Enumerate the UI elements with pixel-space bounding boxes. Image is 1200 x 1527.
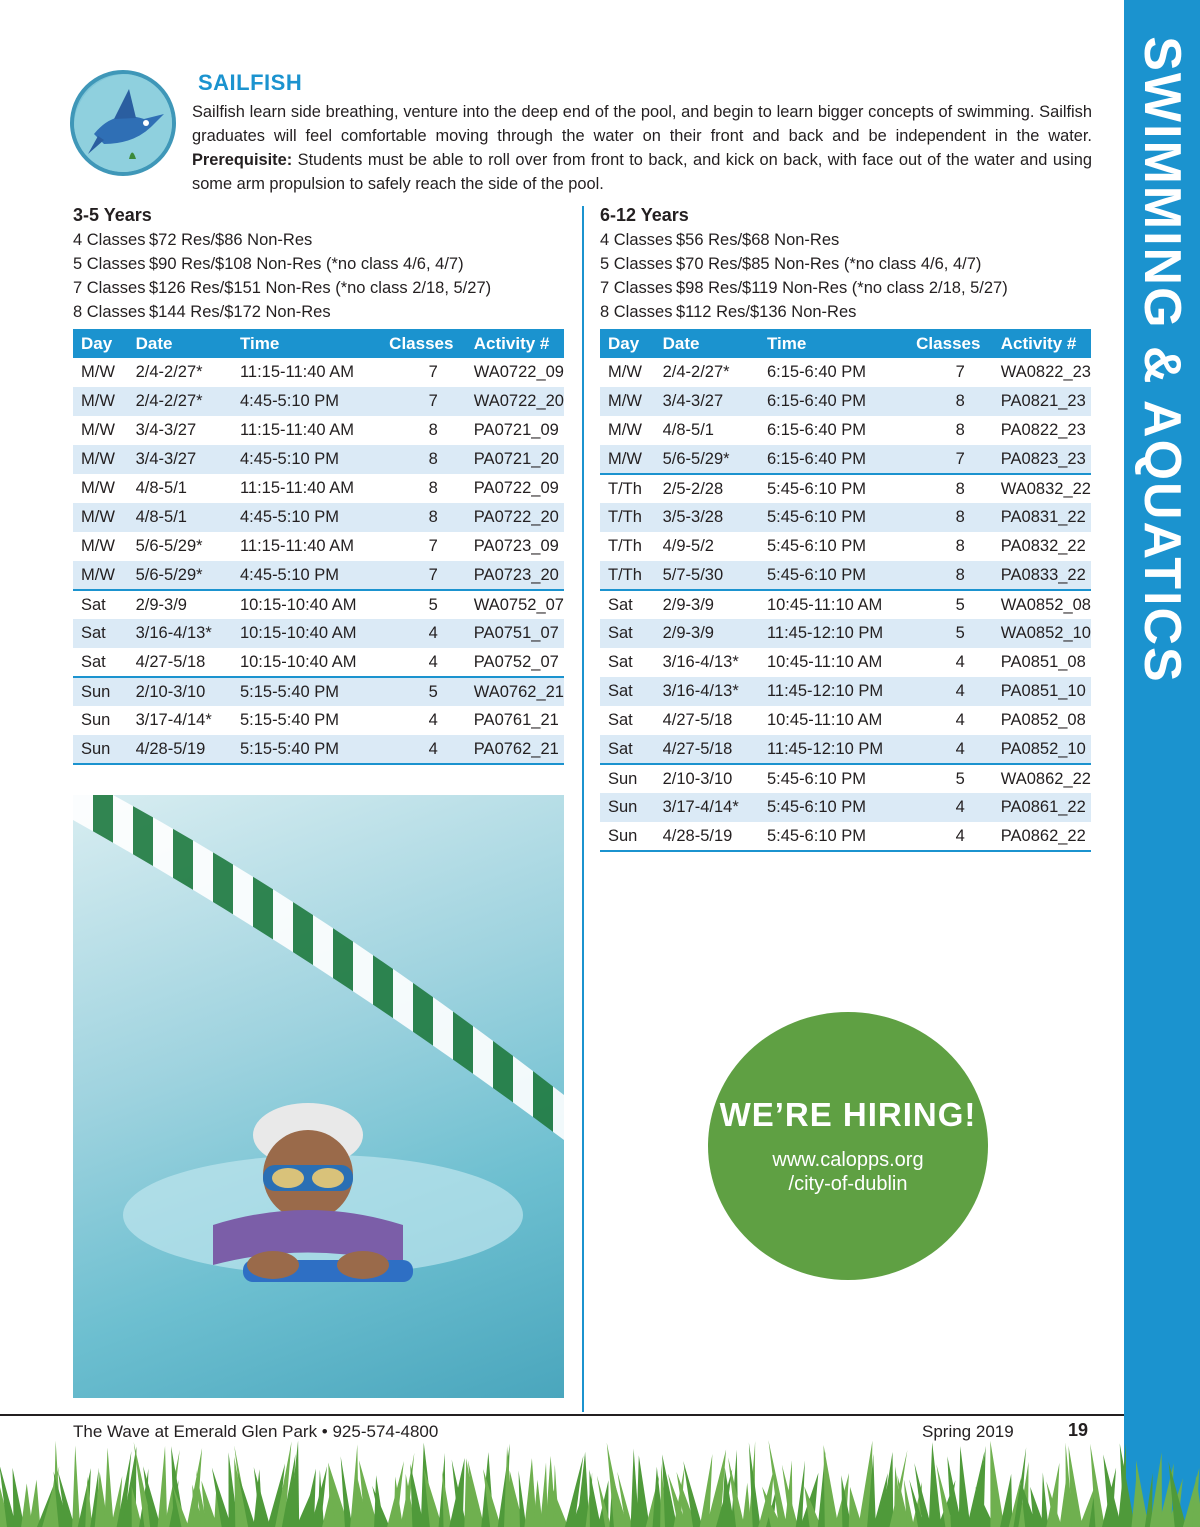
cell-date: 3/17-4/14* [135,711,212,729]
table-row [73,416,564,445]
cell-time: 5:15-5:40 PM [232,677,381,706]
cell-day: Sat [608,711,633,729]
cell-classes: 8 [908,474,993,503]
cell-time: 4:45-5:10 PM [232,387,381,416]
cell-date: 4/9-5/2 [662,537,714,555]
price-row [600,300,1008,324]
table-row [600,445,1091,474]
cell-date: 3/17-4/14* [655,793,759,822]
cell-activity: PA0751_07 [466,619,564,648]
cell-classes: 7 [955,363,965,381]
price-amount: $56 Res/$68 Non-Res [676,231,840,249]
cell-date: 4/8-5/1 [128,503,232,532]
table-row [600,735,1091,764]
cell-activity: WA0852_10 [993,619,1091,648]
cell-classes: 5 [381,677,466,706]
table-row [73,735,564,764]
table-row [600,793,1091,822]
table-row [73,677,564,706]
cell-activity: PA0852_08 [1000,711,1086,729]
cell-activity: PA0852_10 [993,735,1091,764]
cell-day: M/W [600,387,655,416]
cell-day: T/Th [600,503,655,532]
price-classes: 5 Classes [73,255,146,273]
cell-time: 5:15-5:40 PM [232,735,381,764]
table-row [600,590,1091,619]
cell-day: M/W [600,445,655,474]
cell-day: Sat [600,735,655,764]
cell-activity: PA0831_22 [993,503,1091,532]
cell-classes: 4 [908,735,993,764]
cell-date: 2/4-2/27* [128,387,232,416]
cell-day: Sun [600,822,655,851]
cell-activity: PA0862_22 [993,822,1091,851]
cell-date: 5/6-5/29* [135,537,203,555]
grass-decoration [0,1440,1200,1527]
cell-time: 4:45-5:10 PM [232,445,381,474]
cell-classes: 4 [955,711,965,729]
table-header-row [600,329,1091,358]
cell-classes: 8 [428,421,438,439]
cell-date: 5/7-5/30 [655,561,759,590]
table-row [600,619,1091,648]
side-title-wrap [1124,36,1200,684]
table-header-row [73,329,564,358]
table-row [600,358,1091,387]
swimmer-photo [73,795,564,1398]
cell-day: M/W [73,503,128,532]
sailfish-badge-icon [70,70,176,176]
cell-activity: PA0722_09 [473,479,559,497]
cell-day: Sat [600,677,655,706]
price-classes: 8 Classes [600,303,673,321]
cell-classes: 7 [908,445,993,474]
cell-time: 10:45-11:10 AM [766,653,883,671]
price-amount: $98 Res/$119 Non-Res (*no class 2/18, 5/27) [676,279,1008,297]
cell-classes: 4 [955,653,965,671]
table-row [600,822,1091,851]
table-row [600,677,1091,706]
cell-date: 4/27-5/18 [135,652,206,671]
table-row [73,648,564,677]
cell-activity: PA0861_22 [993,793,1091,822]
price-row [73,276,491,300]
price-row [73,300,491,324]
cell-activity: PA0822_23 [1000,421,1086,439]
price-amount: $90 Res/$108 Non-Res (*no class 4/6, 4/7) [149,255,464,273]
price-row [600,252,1008,276]
table-row [600,532,1091,561]
cell-day: Sat [73,619,128,648]
cell-date: 4/8-5/1 [135,479,187,497]
cell-time: 5:45-6:10 PM [766,537,867,555]
cell-date: 3/5-3/28 [655,503,759,532]
cell-time: 5:45-6:10 PM [759,561,908,590]
cell-date: 3/16-4/13* [662,653,739,671]
cell-time: 10:15-10:40 AM [232,619,381,648]
cell-date: 3/16-4/13* [655,677,759,706]
cell-time: 5:45-6:10 PM [759,764,908,793]
prerequisite-text: Students must be able to roll over from front to back, and kick on back, with face out of the water and using some arm propulsion to safely reach the side of the pool. [192,151,1092,193]
table-row [600,764,1091,793]
cell-time: 6:15-6:40 PM [766,363,867,381]
column-divider [582,206,584,1412]
age-group-3-5 [73,204,491,324]
price-classes: 7 Classes [600,279,673,297]
header-time: Time [232,329,381,358]
price-classes: 8 Classes [73,303,146,321]
cell-date: 2/9-3/9 [128,590,232,619]
cell-date: 3/4-3/27 [655,387,759,416]
age-group-6-12 [600,204,1008,324]
hiring-headline: WE’RE HIRING! [719,1096,977,1133]
table-row [600,416,1091,445]
cell-day: Sun [600,793,655,822]
cell-classes: 8 [381,503,466,532]
header-date: Date [655,329,759,358]
table-row [600,474,1091,503]
cell-classes: 5 [908,764,993,793]
cell-time: 6:15-6:40 PM [759,445,908,474]
cell-day: Sat [600,619,655,648]
price-row [73,228,491,252]
cell-date: 2/9-3/9 [655,590,759,619]
cell-day: M/W [73,387,128,416]
cell-day: Sun [600,764,655,793]
table-row [73,619,564,648]
footer-season: Spring 2019 [922,1422,1014,1441]
cell-date: 3/4-3/27 [128,445,232,474]
table-row [600,387,1091,416]
cell-time: 5:15-5:40 PM [239,711,340,729]
cell-time: 11:45-12:10 PM [759,735,908,764]
footer-rule [0,1414,1124,1416]
cell-time: 10:15-10:40 AM [239,652,357,671]
header-day: Day [73,329,128,358]
cell-day: T/Th [600,561,655,590]
cell-day: M/W [81,537,115,555]
cell-classes: 7 [381,387,466,416]
cell-classes: 5 [908,619,993,648]
cell-classes: 4 [908,793,993,822]
cell-classes: 7 [428,363,438,381]
table-row [73,503,564,532]
cell-time: 5:45-6:10 PM [759,474,908,503]
cell-classes: 7 [381,561,466,590]
cell-day: T/Th [600,474,655,503]
age-group-title: 6-12 Years [600,205,689,225]
table-row [73,532,564,561]
cell-date: 4/27-5/18 [662,711,733,729]
cell-day: M/W [73,445,128,474]
price-row [600,276,1008,300]
cell-time: 4:45-5:10 PM [232,503,381,532]
cell-classes: 4 [908,822,993,851]
cell-date: 3/4-3/27 [135,421,197,439]
cell-day: Sun [73,677,128,706]
cell-date: 5/6-5/29* [128,561,232,590]
cell-time: 11:15-11:40 AM [239,479,355,497]
cell-date: 2/5-2/28 [655,474,759,503]
cell-activity: WA0822_23 [1000,363,1091,381]
cell-date: 4/28-5/19 [655,822,759,851]
page-number: 19 [1068,1420,1089,1440]
cell-activity: PA0721_20 [466,445,564,474]
cell-classes: 4 [381,735,466,764]
cell-activity: WA0722_20 [466,387,564,416]
cell-activity: WA0722_09 [473,363,564,381]
price-classes: 4 Classes [73,231,146,249]
cell-day: M/W [81,363,115,381]
cell-time: 10:45-11:10 AM [759,590,908,619]
table-row [73,474,564,503]
hiring-url-line1[interactable]: www.calopps.org [772,1149,924,1171]
price-classes: 7 Classes [73,279,146,297]
cell-day: M/W [81,479,115,497]
cell-classes: 8 [908,503,993,532]
cell-time: 11:15-11:40 AM [239,421,355,439]
header-day: Day [600,329,655,358]
hiring-url-line2[interactable]: /city-of-dublin [788,1173,908,1195]
cell-activity: PA0723_20 [466,561,564,590]
cell-classes: 8 [381,445,466,474]
cell-classes: 8 [955,537,965,555]
cell-activity: PA0752_07 [473,652,559,671]
price-classes: 4 Classes [600,231,673,249]
header-activity: Activity # [993,329,1091,358]
cell-time: 10:15-10:40 AM [232,590,381,619]
header-classes: Classes [908,329,993,358]
description-text: Sailfish learn side breathing, venture into the deep end of the pool, and begin to learn bigger concepts of swimming. Sailfish graduates will feel comfortable moving through the water on their front and back and be independent in the water. [192,103,1092,145]
cell-activity: WA0762_21 [466,677,564,706]
cell-classes: 5 [381,590,466,619]
cell-day: M/W [608,421,642,439]
header-date: Date [128,329,232,358]
table-row [600,561,1091,590]
section-heading: SAILFISH [198,70,303,95]
hiring-badge[interactable] [708,1012,988,1280]
cell-time: 11:15-11:40 AM [239,537,355,555]
price-amount: $144 Res/$172 Non-Res [149,303,331,321]
cell-activity: PA0851_10 [993,677,1091,706]
price-amount: $72 Res/$86 Non-Res [149,231,313,249]
cell-day: M/W [81,421,115,439]
table-row [73,445,564,474]
cell-date: 3/16-4/13* [128,619,232,648]
cell-day: Sat [608,653,633,671]
cell-activity: PA0723_09 [473,537,559,555]
cell-activity: WA0832_22 [993,474,1091,503]
cell-classes: 8 [908,387,993,416]
cell-date: 2/4-2/27* [135,363,203,381]
table-row [73,706,564,735]
cell-activity: WA0752_07 [466,590,564,619]
cell-classes: 4 [428,711,438,729]
cell-activity: PA0823_23 [993,445,1091,474]
cell-date: 4/27-5/18 [655,735,759,764]
cell-classes: 7 [428,537,438,555]
cell-time: 5:45-6:10 PM [759,793,908,822]
cell-classes: 8 [955,421,965,439]
cell-classes: 4 [908,677,993,706]
table-row [73,387,564,416]
side-title: SWIMMING & AQUATICS [1133,36,1192,684]
cell-activity: WA0862_22 [993,764,1091,793]
cell-activity: PA0851_08 [1000,653,1086,671]
section-description [192,100,1092,196]
cell-day: Sat [600,590,655,619]
footer-venue: The Wave at Emerald Glen Park • 925-574-4800 [73,1422,439,1441]
table-row [73,358,564,387]
cell-date: 5/6-5/29* [655,445,759,474]
cell-date: 2/4-2/27* [662,363,730,381]
cell-day: Sun [81,711,111,729]
table-row [600,706,1091,735]
cell-activity: PA0721_09 [473,421,559,439]
cell-day: M/W [73,561,128,590]
table-row [600,503,1091,532]
price-row [73,252,491,276]
cell-activity: WA0852_08 [993,590,1091,619]
prerequisite-label: Prerequisite: [192,151,293,169]
cell-time: 6:15-6:40 PM [759,387,908,416]
header-time: Time [759,329,908,358]
cell-classes: 4 [428,652,438,671]
cell-time: 11:45-12:10 PM [759,677,908,706]
cell-classes: 4 [381,619,466,648]
cell-classes: 8 [428,479,438,497]
cell-day: Sat [73,590,128,619]
schedule-table-3-5 [73,329,564,765]
price-classes: 5 Classes [600,255,673,273]
header-classes: Classes [381,329,466,358]
price-amount: $112 Res/$136 Non-Res [676,303,857,321]
cell-date: 2/10-3/10 [655,764,759,793]
price-amount: $70 Res/$85 Non-Res (*no class 4/6, 4/7) [676,255,982,273]
cell-time: 5:45-6:10 PM [759,822,908,851]
cell-time: 11:15-11:40 AM [239,363,355,381]
cell-activity: PA0761_21 [473,711,559,729]
cell-activity: PA0833_22 [993,561,1091,590]
cell-date: 4/28-5/19 [128,735,232,764]
cell-date: 2/9-3/9 [655,619,759,648]
price-amount: $126 Res/$151 Non-Res (*no class 2/18, 5/27) [149,279,492,297]
cell-time: 11:45-12:10 PM [759,619,908,648]
schedule-table-6-12 [600,329,1091,852]
table-row [73,561,564,590]
cell-time: 4:45-5:10 PM [232,561,381,590]
cell-time: 5:45-6:10 PM [759,503,908,532]
cell-activity: PA0832_22 [1000,537,1086,555]
cell-date: 2/10-3/10 [128,677,232,706]
cell-activity: PA0722_20 [466,503,564,532]
header-activity: Activity # [466,329,564,358]
cell-date: 4/8-5/1 [662,421,714,439]
cell-day: Sat [81,652,106,671]
cell-activity: PA0762_21 [466,735,564,764]
age-group-title: 3-5 Years [73,205,152,225]
price-row [600,228,1008,252]
table-row [73,590,564,619]
cell-activity: PA0821_23 [993,387,1091,416]
cell-classes: 5 [908,590,993,619]
cell-day: Sun [73,735,128,764]
cell-time: 6:15-6:40 PM [766,421,867,439]
table-row [600,648,1091,677]
cell-time: 10:45-11:10 AM [766,711,883,729]
cell-day: M/W [608,363,642,381]
cell-day: T/Th [608,537,642,555]
cell-classes: 8 [908,561,993,590]
